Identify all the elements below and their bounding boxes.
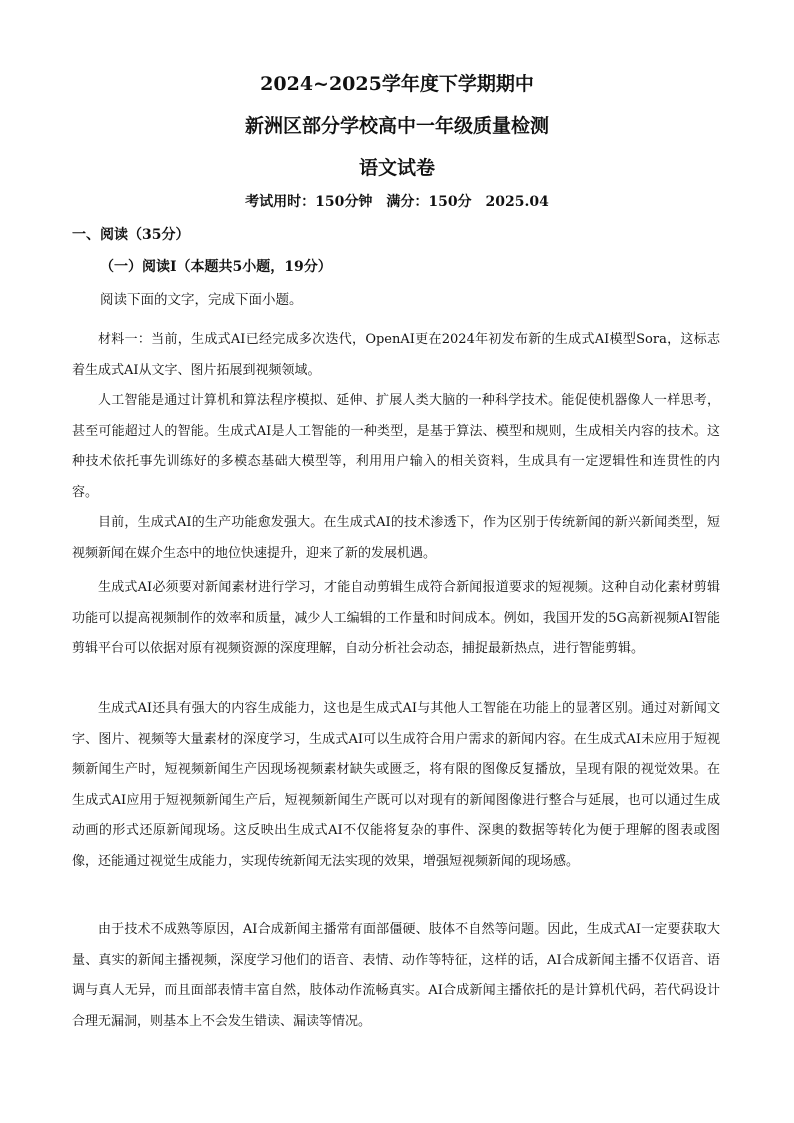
subsection-heading: （一）阅读Ⅰ（本题共5小题，19分） [100,259,332,275]
paragraph-ai-anchor: 由于技术不成熟等原因，AI合成新闻主播常有面部僵硬、肢体不自然等问题。因此，生成式AI一定要获取大量、真实的新闻主播视频，深度学习他们的语音、表情、动作等特征，这样的话，AI合成新闻主播不仅语音、语调与真人无异，而且面部表情丰富自然，肢体动作流畅真实。AI合成新闻主播依托的是计算机代码，若代码设计合理无漏洞，则基本上不会发生错读、漏读等情况。 [72,922,720,1029]
exam-info: 考试用时：150分钟 满分：150分 2025.04 [245,194,549,210]
paragraph-material-1-intro: 材料一：当前，生成式AI已经完成多次迭代，OpenAI更在2024年初发布新的生成式AI模型Sora，这标志着生成式AI从文字、图片拓展到视频领域。 [72,332,720,378]
paragraph-production-function: 目前，生成式AI的生产功能愈发强大。在生成式AI的技术渗透下，作为区别于传统新闻的新兴新闻类型，短视频新闻在媒介生态中的地位快速提升，迎来了新的发展机遇。 [72,515,720,561]
exam-title-subject: 语文试卷 [358,157,435,179]
exam-title-school: 新洲区部分学校高中一年级质量检测 [244,115,549,137]
exam-title-year: 2024~2025学年度下学期期中 [260,73,534,95]
paragraph-ai-definition: 人工智能是通过计算机和算法程序模拟、延伸、扩展人类大脑的一种科学技术。能促使机器像人一样思考，甚至可能超过人的智能。生成式AI是人工智能的一种类型，是基于算法、模型和规则，生成相关内容的技术。这种技术依托事先训练好的多模态基础大模型等，利用用户输入的相关资料，生成具有一定逻辑性和连贯性的内容。 [72,393,720,500]
reading-instruction: 阅读下面的文字，完成下面小题。 [100,292,303,308]
paragraph-auto-editing: 生成式AI必须要对新闻素材进行学习，才能自动剪辑生成符合新闻报道要求的短视频。这种自动化素材剪辑功能可以提高视频制作的效率和质量，减少人工编辑的工作量和时间成本。例如，我国开发的5G高新视频AI智能剪辑平台可以依据对原有视频资源的深度理解，自动分析社会动态，捕捉最新热点，进行智能剪辑。 [72,580,720,656]
section-heading: 一、阅读（35分） [72,227,190,243]
paragraph-content-generation: 生成式AI还具有强大的内容生成能力，这也是生成式AI与其他人工智能在功能上的显著区别。通过对新闻文字、图片、视频等大量素材的深度学习，生成式AI可以生成符合用户需求的新闻内容。在生成式AI未应用于短视频新闻生产时，短视频新闻生产因现场视频素材缺失或匮乏，将有限的图像反复播放，呈现有限的视觉效果。在生成式AI应用于短视频新闻生产后，短视频新闻生产既可以对现有的新闻图像进行整合与延展，也可以通过生成动画的形式还原新闻现场。这反映出生成式AI不仅能将复杂的事件、深奥的数据等转化为便于理解的图表或图像，还能通过视觉生成能力，实现传统新闻无法实现的效果，增强短视频新闻的现场感。 [72,701,720,869]
